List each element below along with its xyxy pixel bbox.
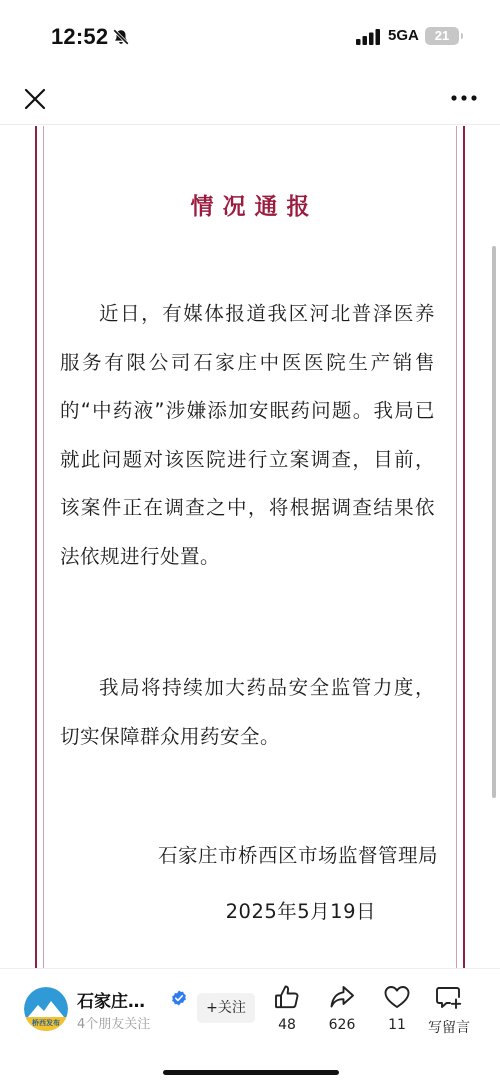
- network-type: 5GA: [388, 27, 419, 44]
- thumbs-up-icon: [273, 983, 301, 1011]
- verified-badge-icon: [171, 990, 187, 1006]
- write-comment-button[interactable]: [424, 983, 474, 1037]
- notice-paragraph-1: 近日，有媒体报道我区河北普泽医养服务有限公司石家庄中医医院生产销售的“中药液”涉嫌添加安眠药问题。我局已就此问题对该医院进行立案调查，目前，该案件正在调查之中，将根据调查结果依法依规进行处置。: [60, 302, 435, 568]
- home-indicator[interactable]: [163, 1070, 339, 1075]
- account-avatar[interactable]: [24, 987, 68, 1031]
- comment-plus-icon: [435, 983, 463, 1011]
- status-time: 12:52: [51, 24, 109, 49]
- close-icon[interactable]: [20, 84, 50, 114]
- share-arrow-icon: [328, 983, 356, 1011]
- write-comment-label: 写留言: [428, 1020, 470, 1036]
- cellular-signal-icon: [356, 29, 381, 45]
- notice-paragraph-2: 我局将持续加大药品安全监管力度，切实保障群众用药安全。: [60, 676, 435, 748]
- nav-bar: [0, 72, 500, 125]
- share-count: 626: [328, 1017, 356, 1033]
- account-name[interactable]: 石家庄…: [77, 992, 145, 1012]
- avatar-text: 桥西发布: [32, 1019, 60, 1027]
- like-count: 48: [278, 1017, 296, 1033]
- friends-following-text: 4个朋友关注: [77, 1017, 151, 1032]
- more-dots-icon[interactable]: [446, 84, 482, 112]
- signature-organization: 石家庄市桥西区市场监督管理局: [157, 844, 438, 867]
- status-bar: [0, 0, 500, 72]
- notice-frame: [35, 126, 465, 968]
- scrollbar[interactable]: [492, 246, 496, 798]
- notice-inner-border: [43, 126, 457, 968]
- like-button[interactable]: [262, 983, 312, 1033]
- bell-muted-icon: [112, 28, 130, 46]
- wow-button[interactable]: [372, 983, 422, 1033]
- heart-icon: [383, 983, 411, 1011]
- share-button[interactable]: [317, 983, 367, 1033]
- bottom-action-bar: [0, 968, 500, 1085]
- battery-icon: 21: [425, 27, 459, 45]
- wow-count: 11: [388, 1017, 406, 1033]
- notice-title: 情况通报: [190, 194, 319, 220]
- account-logo-icon: [24, 987, 68, 1031]
- signature-date: 2025年5月19日: [225, 900, 376, 923]
- follow-button[interactable]: +关注: [197, 993, 255, 1023]
